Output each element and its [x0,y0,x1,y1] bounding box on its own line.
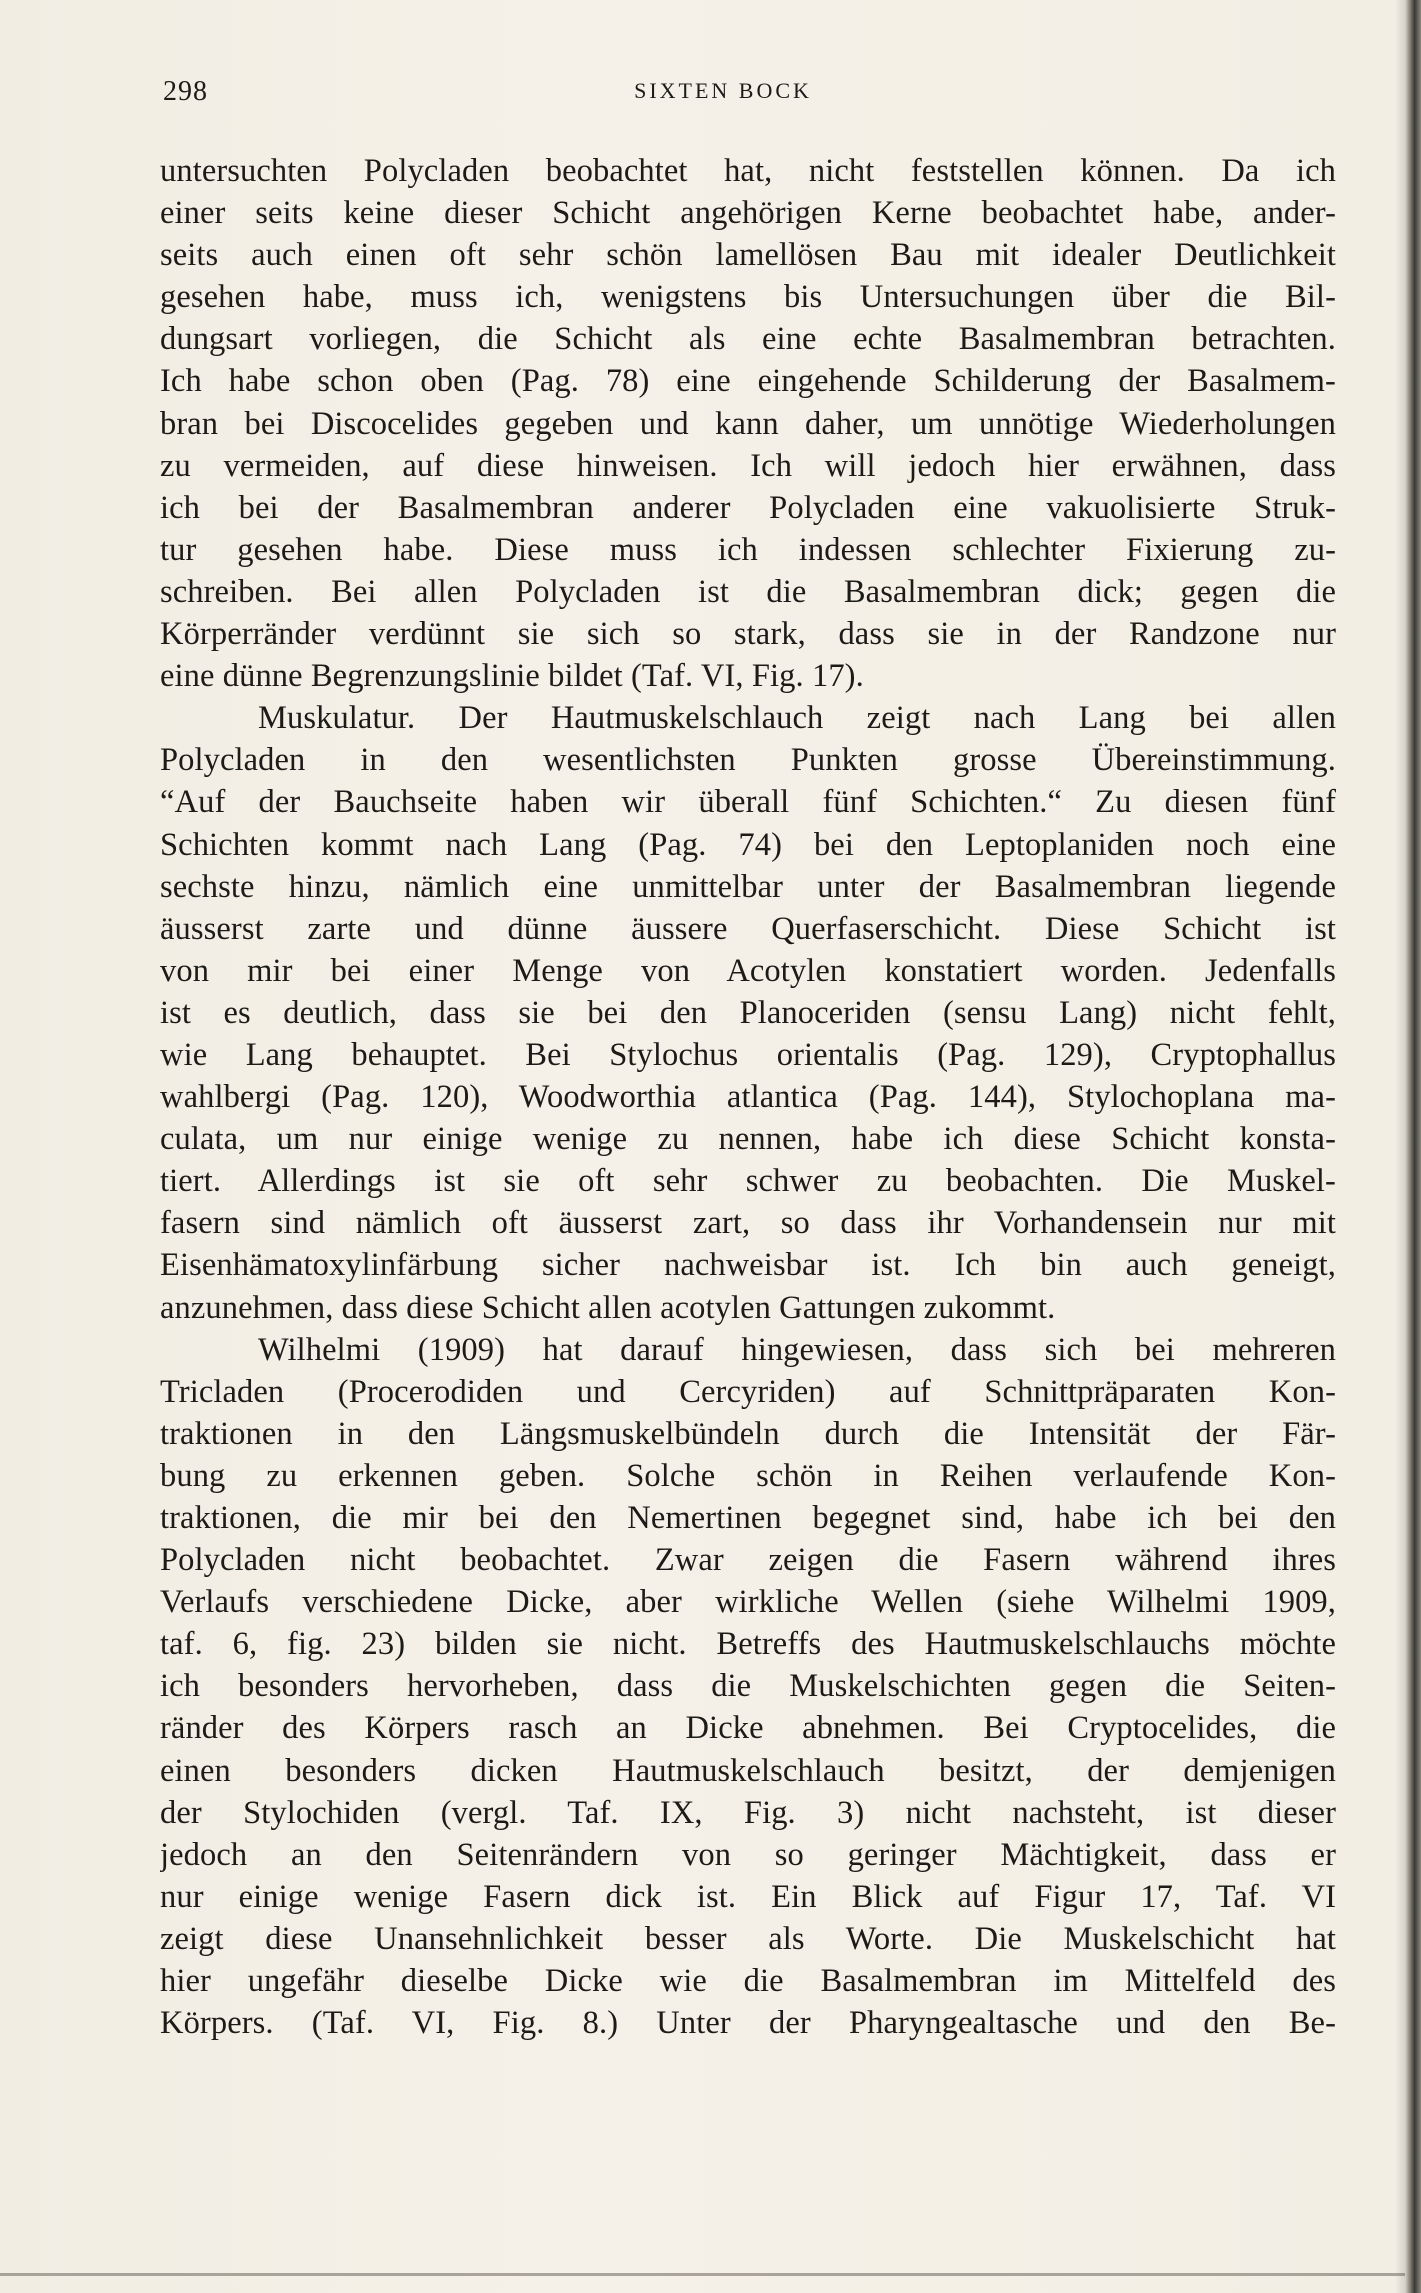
text-line: fasern sind nämlich oft äusserst zart, so dass ihr Vorhandensein nur mit [160,1205,1336,1242]
text-line: sechste hinzu, nämlich eine unmittelbar unter der Basalmembran liegende [160,868,1336,905]
text-line: Polycladen nicht beobachtet. Zwar zeigen die Fasern während ihres [160,1542,1336,1579]
text-line: Eisenhämatoxylinfärbung sicher nachweisbar ist. Ich bin auch geneigt, [160,1247,1336,1284]
text-line: schreiben. Bei allen Polycladen ist die Basalmembran dick; gegen die [160,573,1336,610]
text-line: jedoch an den Seitenrändern von so geringer Mächtigkeit, dass er [160,1836,1336,1873]
text-line: wie Lang behauptet. Bei Stylochus orientalis (Pag. 129), Cryptophallus [160,1036,1336,1073]
text-line: gesehen habe, muss ich, wenigstens bis Untersuchungen über die Bil- [160,279,1336,316]
text-line: von mir bei einer Menge von Acotylen konstatiert worden. Jedenfalls [160,952,1336,989]
text-line: traktionen in den Längsmuskelbündeln durch die Intensität der Fär- [160,1415,1336,1452]
text-line: wahlbergi (Pag. 120), Woodworthia atlantica (Pag. 144), Stylochoplana ma- [160,1079,1336,1116]
text-line: bung zu erkennen geben. Solche schön in Reihen verlaufende Kon- [160,1457,1336,1494]
text-line: Verlaufs verschiedene Dicke, aber wirkliche Wellen (siehe Wilhelmi 1909, [160,1584,1336,1621]
page-gutter-shadow [1395,0,1405,2293]
running-title: SIXTEN BOCK [634,78,812,103]
text-line: äusserst zarte und dünne äussere Querfaserschicht. Diese Schicht ist [160,910,1336,947]
text-line: Schichten kommt nach Lang (Pag. 74) bei den Leptoplaniden noch eine [160,826,1336,863]
text-line: der Stylochiden (vergl. Taf. IX, Fig. 3) nicht nachsteht, ist dieser [160,1794,1336,1831]
text-line: ränder des Körpers rasch an Dicke abnehmen. Bei Cryptocelides, die [160,1710,1336,1747]
text-line: zu vermeiden, auf diese hinweisen. Ich will jedoch hier erwähnen, dass [160,447,1336,484]
text-line: nur einige wenige Fasern dick ist. Ein Blick auf Figur 17, Taf. VI [160,1878,1336,1915]
text-line: seits auch einen oft sehr schön lamellösen Bau mit idealer Deutlichkeit [160,237,1336,274]
text-line: ich besonders hervorheben, dass die Muskelschichten gegen die Seiten- [160,1668,1336,1705]
text-line: ich bei der Basalmembran anderer Polycladen eine vakuolisierte Struk- [160,489,1336,526]
text-line: culata, um nur einige wenige zu nennen, habe ich diese Schicht konsta- [160,1121,1336,1158]
text-line: Tricladen (Procerodiden und Cercyriden) auf Schnittpräparaten Kon- [160,1373,1336,1410]
page-number: 298 [163,76,208,107]
text-line: Ich habe schon oben (Pag. 78) eine eingehende Schilderung der Basalmem- [160,363,1336,400]
text-line: tur gesehen habe. Diese muss ich indessen schlechter Fixierung zu- [160,531,1336,568]
text-line: einer seits keine dieser Schicht angehörigen Kerne beobachtet habe, ander- [160,195,1336,232]
page-edge [1405,0,1421,2293]
text-line: anzunehmen, dass diese Schicht allen acotylen Gattungen zukommt. [160,1289,1056,1326]
section-heading-line: Muskulatur. Der Hautmuskelschlauch zeigt nach Lang bei allen [258,700,1336,737]
text-line: Polycladen in den wesentlichsten Punkten grosse Übereinstimmung. [160,742,1336,779]
text-line: tiert. Allerdings ist sie oft sehr schwer zu beobachten. Die Muskel- [160,1163,1336,1200]
text-line: einen besonders dicken Hautmuskelschlauch besitzt, der demjenigen [160,1752,1336,1789]
text-line: “Auf der Bauchseite haben wir überall fünf Schichten.“ Zu diesen fünf [160,784,1336,821]
text-line: Körperränder verdünnt sie sich so stark, dass sie in der Randzone nur [160,616,1336,653]
text-line: traktionen, die mir bei den Nemertinen begegnet sind, habe ich bei den [160,1500,1336,1536]
text-line: eine dünne Begrenzungslinie bildet (Taf. VI, Fig. 17). [160,658,864,695]
text-line: dungsart vorliegen, die Schicht als eine echte Basalmembran betrachten. [160,321,1336,358]
text-line: Wilhelmi (1909) hat darauf hingewiesen, dass sich bei mehreren [258,1331,1336,1368]
text-line: ist es deutlich, dass sie bei den Planoceriden (sensu Lang) nicht fehlt, [160,994,1336,1031]
page-header [163,76,1323,116]
bottom-edge-line [0,2273,1405,2276]
text-line: hier ungefähr dieselbe Dicke wie die Basalmembran im Mittelfeld des [160,1963,1336,2000]
text-line: Körpers. (Taf. VI, Fig. 8.) Unter der Pharyngealtasche und den Be- [160,2005,1336,2042]
body-text [160,150,1336,2044]
text-line: bran bei Discocelides gegeben und kann daher, um unnötige Wiederholungen [160,405,1336,442]
text-line: untersuchten Polycladen beobachtet hat, nicht feststellen können. Da ich [160,153,1336,189]
text-line: zeigt diese Unansehnlichkeit besser als Worte. Die Muskelschicht hat [160,1920,1336,1957]
text-line: taf. 6, fig. 23) bilden sie nicht. Betreffs des Hautmuskelschlauchs möchte [160,1626,1336,1663]
